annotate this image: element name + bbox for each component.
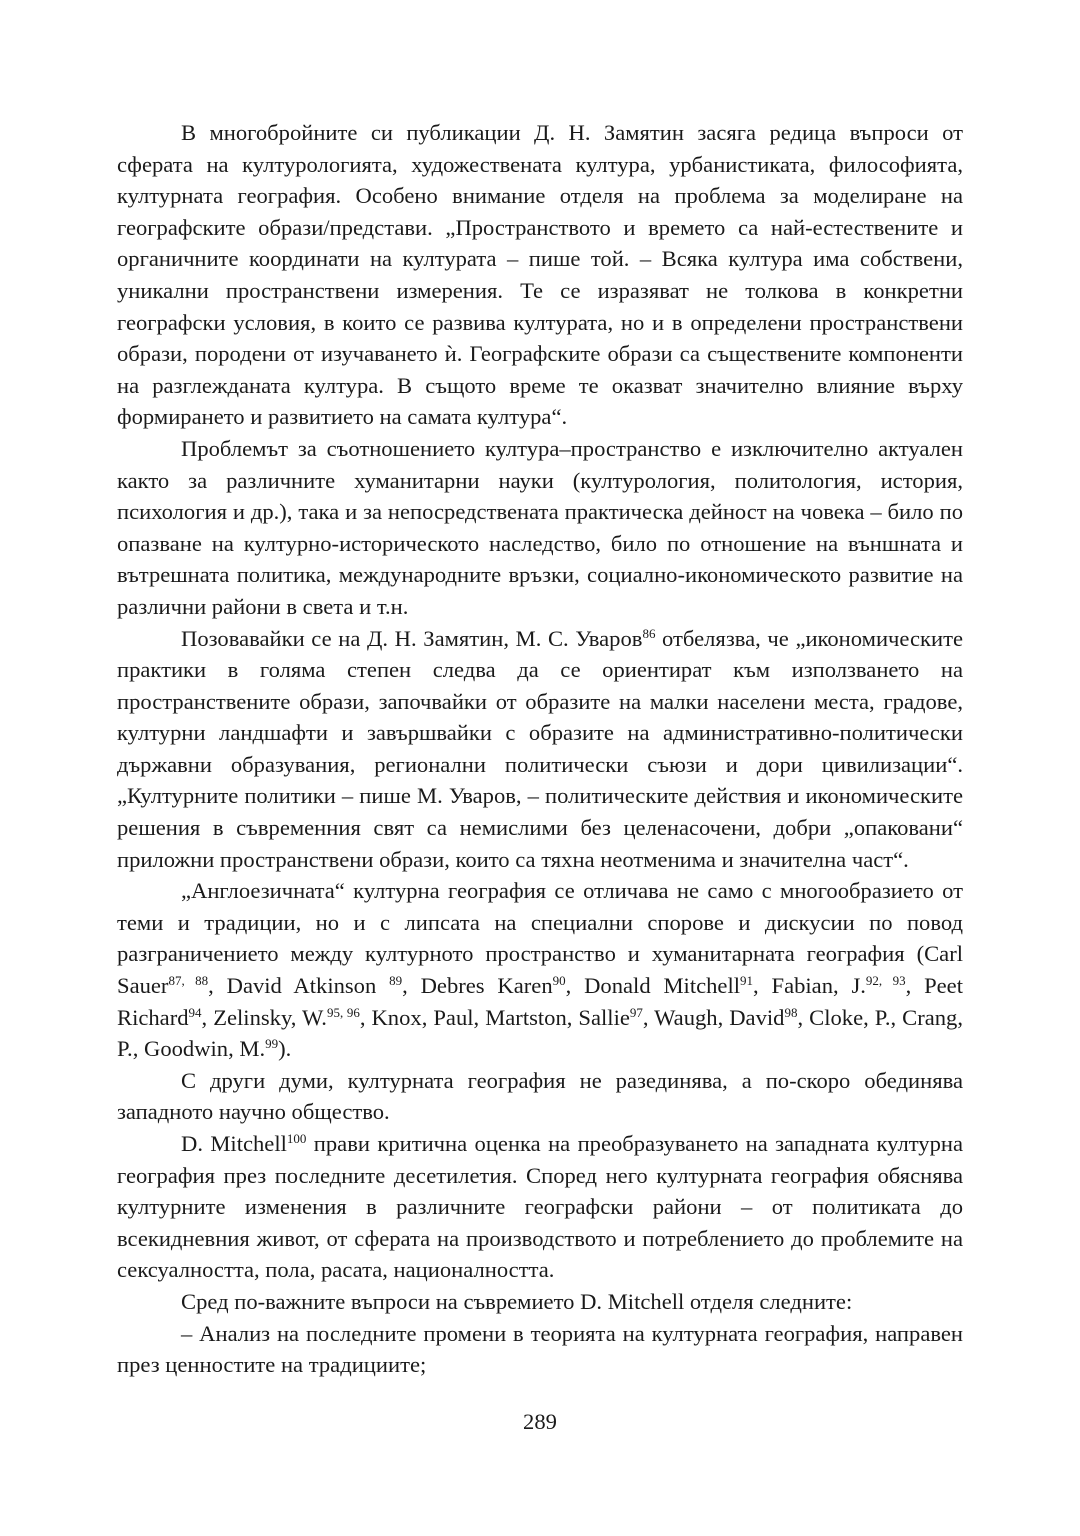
paragraph	[117, 623, 963, 876]
footnote-ref: 90	[552, 973, 566, 989]
paragraph-text: „Англоезичната“ културна география се отличава не само с многообразието от теми и традиции, но и с липсата на специални спорове и дискусии по повод разграничението между културното пространство и хуманитарната география (Carl Sauer	[117, 878, 963, 999]
paragraph	[117, 1318, 963, 1381]
paragraph-text: – Анализ на последните промени в теорията на културната география, направен през ценностите на традициите;	[117, 1320, 963, 1378]
footnote-ref: 89	[389, 973, 403, 989]
paragraph-text: , Cloke, P., Crang, P., Goodwin, M.	[117, 1004, 963, 1062]
footnote-ref: 91	[740, 973, 754, 989]
footnote-ref: 99	[265, 1036, 279, 1052]
paragraph-text: , Waugh, David	[642, 1004, 785, 1030]
paragraph	[117, 1128, 963, 1286]
paragraph-text: D. Mitchell	[181, 1131, 287, 1156]
page-number: 289	[523, 1409, 557, 1434]
footnote-ref: 87, 88	[168, 973, 209, 989]
paragraph	[117, 875, 963, 1065]
paragraph-text: В многобройните си публикации Д. Н. Замятин засяга редица въпроси от сферата на културологията, художествената култура, урбанистиката, философията, културната география. Особено внимание отделя на проблема за моделиране на географските образи/представи. „Пространството и времето са най-естествените и органичните координати на културата – пише той. – Всяка култура има собствени, уникални пространствени измерения. Те се изразяват не толкова в конкретни географски условия, в които се развива културата, но и в определени пространствени образи, породени от изучаването ѝ. Географските образи са съществените компоненти на разглежданата култура. В същото време те оказват значително влияние върху формирането и развитието на самата култура“.	[117, 120, 963, 430]
footnote-ref: 95, 96	[326, 1004, 360, 1020]
paragraph-text: прави критична оценка на преобразуването на западната културна география през последните десетилетия. Според него културната география обяснява културните изменения в различните географски райони – от политиката до всекидневния живот, от сферата на производството и потреблението до проблемите на сексуалността, пола, расата, националността.	[117, 1131, 964, 1283]
paragraph-text: Сред по-важните въпроси на съвремието D. Mitchell отделя следните:	[181, 1288, 853, 1314]
paragraph-text: С други думи, културната география не разединява, а по-скоро обединява западното научно общество.	[117, 1067, 963, 1125]
paragraph-text: Позовавайки се на Д. Н. Замятин, М. С. Уваров	[181, 625, 643, 651]
paragraph-text: , Knox, Paul, Martston, Sallie	[359, 1004, 630, 1030]
footnote-ref: 100	[286, 1131, 307, 1147]
text-column	[117, 117, 963, 1381]
footnote-ref: 98	[784, 1004, 798, 1020]
paragraph-text: , Peet Richard	[117, 973, 963, 1030]
footnote-ref: 92, 93	[865, 973, 906, 989]
paragraph-text: , Zelinsky, W.	[201, 1004, 327, 1030]
page-body	[117, 117, 963, 1381]
paragraph	[117, 1286, 963, 1318]
paragraph-text: Проблемът за съотношението култура–пространство е изключително актуален както за различните хуманитарни науки (културология, политология, история, психология и др.), така и за непосредствената практическа дейност на човека – било по опазване на културно-историческото наследство, било по отношение на външната и вътрешната политика, международните връзки, социално-икономическото развитие на различни райони в света и т.н.	[117, 435, 963, 619]
paragraph-text: , Debres Karen	[402, 973, 553, 999]
paragraph	[117, 433, 963, 623]
paragraph	[117, 117, 963, 433]
paragraph-text: ).	[278, 1036, 292, 1062]
paragraph-text: , Fabian, J.	[753, 973, 866, 999]
paragraph	[117, 1065, 963, 1128]
footnote-ref: 97	[629, 1004, 643, 1020]
footnote-ref: 94	[188, 1004, 202, 1020]
paragraph-text: , Donald Mitchell	[565, 973, 741, 999]
paragraph-text: , David Atkinson	[208, 973, 390, 999]
paragraph-text: отбелязва, че „икономическите практики в голяма степен следва да се ориентират към използването на пространствените образи, започвайки от образите на малки населени места, градове, културни ландшафти и завършвайки с образите на административно-политически държавни образувания, регионални политически съюзи и дори цивилизации“. „Културните политики – пише М. Уваров, – политическите действия и икономическите решения в съвременния свят са немислими без целенасочени, добри „опаковани“ приложни пространствени образи, които са тяхна неотменима и значителна част“.	[117, 625, 963, 872]
footnote-ref: 86	[642, 625, 656, 641]
